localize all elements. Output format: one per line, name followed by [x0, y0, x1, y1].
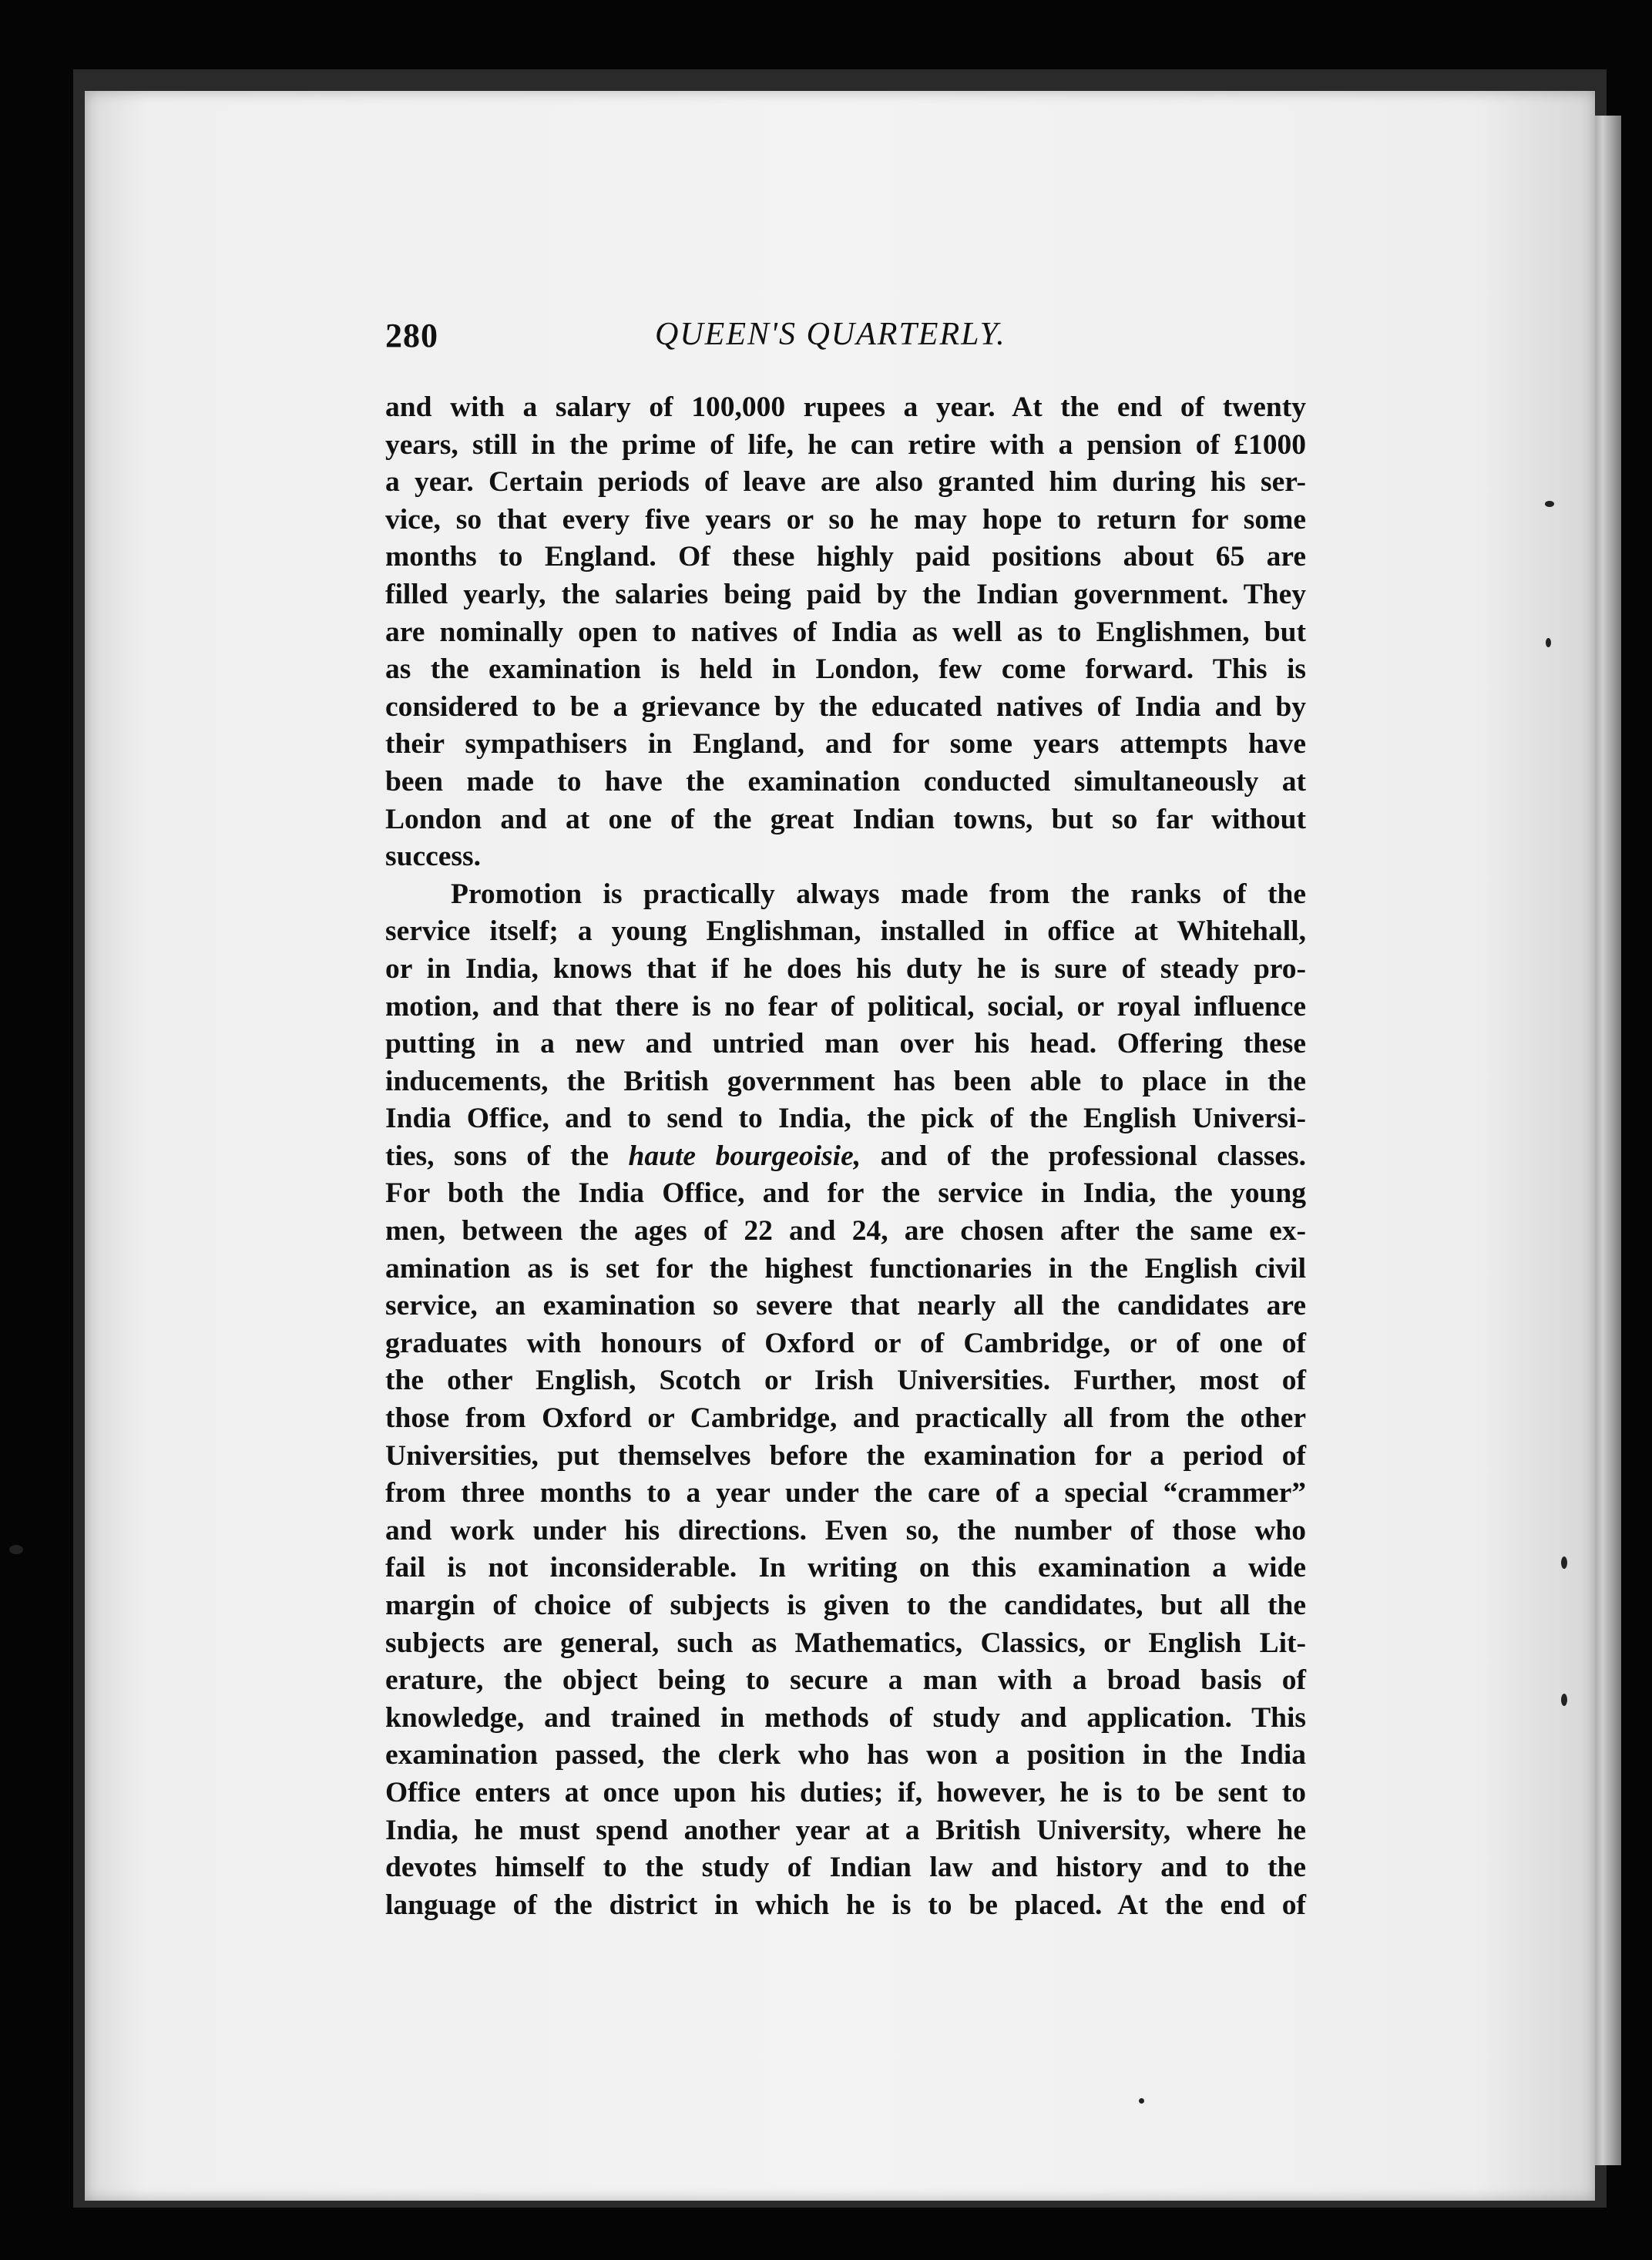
text-line: and with a salary of 100,000 rupees a year. At the end of twenty	[385, 391, 1306, 423]
text-line: been made to have the examination conducted simultaneously at	[385, 765, 1306, 798]
text-line: service, an examination so severe that nearly all the candidates are	[385, 1290, 1306, 1322]
text-line: fail is not inconsiderable. In writing on this examination a wide	[385, 1552, 1306, 1584]
text-line: service itself; a young Englishman, installed in office at Whitehall,	[385, 915, 1306, 948]
text-fragment: and of the professional classes.	[880, 1140, 1307, 1172]
scan-speck	[1139, 2098, 1144, 2104]
text-line: language of the district in which he is to be placed. At the end of	[385, 1889, 1306, 1921]
page-number: 280	[385, 317, 438, 354]
text-line: considered to be a grievance by the educated natives of India and by	[385, 690, 1306, 723]
text-line: success.	[385, 841, 481, 873]
page-header	[385, 316, 1310, 362]
text-line: margin of choice of subjects is given to the candidates, but all the	[385, 1590, 1306, 1621]
text-line: For both the India Office, and for the service in India, the young	[385, 1177, 1306, 1210]
page-edge	[1590, 116, 1621, 2165]
text-line: Promotion is practically always made from the ranks of the	[451, 878, 1306, 910]
scan-speck	[1545, 501, 1554, 507]
text-line: from three months to a year under the care of a special “crammer”	[385, 1477, 1306, 1509]
text-line: filled yearly, the salaries being paid by the Indian government. They	[385, 578, 1306, 610]
text-line-with-italic	[385, 1138, 1306, 1176]
text-line: knowledge, and trained in methods of study and application. This	[385, 1701, 1306, 1734]
text-line: their sympathisers in England, and for some years attempts have	[385, 728, 1306, 761]
text-line: years, still in the prime of life, he can retire with a pension of £1000	[385, 428, 1306, 461]
text-line: putting in a new and untried man over his head. Offering these	[385, 1028, 1306, 1060]
text-line: a year. Certain periods of leave are also granted him during his ser-	[385, 466, 1306, 499]
text-line: erature, the object being to secure a man with a broad basis of	[385, 1664, 1306, 1697]
text-line: inducements, the British government has been able to place in the	[385, 1065, 1306, 1097]
scan-speck	[1546, 638, 1551, 647]
text-line: London and at one of the great Indian towns, but so far without	[385, 803, 1306, 835]
scan-speck	[1561, 1556, 1567, 1569]
text-line: men, between the ages of 22 and 24, are chosen after the same ex-	[385, 1215, 1306, 1248]
text-line: subjects are general, such as Mathematics, Classics, or English Lit-	[385, 1627, 1306, 1659]
text-line: Office enters at once upon his duties; if, however, he is to be sent to	[385, 1776, 1306, 1808]
text-line: vice, so that every five years or so he may hope to return for some	[385, 503, 1306, 536]
text-line: or in India, knows that if he does his duty he is sure of steady pro-	[385, 952, 1306, 985]
body-text	[385, 389, 1306, 1924]
text-line: India Office, and to send to India, the pick of the English Universi-	[385, 1103, 1306, 1135]
text-fragment: ties, sons of the	[385, 1140, 609, 1172]
text-line: the other English, Scotch or Irish Universities. Further, most of	[385, 1365, 1306, 1397]
text-line: India, he must spend another year at a British University, where he	[385, 1814, 1306, 1846]
text-line: and work under his directions. Even so, the number of those who	[385, 1514, 1306, 1546]
text-line: those from Oxford or Cambridge, and practically all from the other	[385, 1402, 1306, 1435]
text-line: as the examination is held in London, few come forward. This is	[385, 653, 1306, 686]
italic-phrase: haute bourgeoisie,	[628, 1140, 861, 1172]
text-line: months to England. Of these highly paid positions about 65 are	[385, 541, 1306, 573]
scan-speck	[1561, 1694, 1567, 1706]
running-head: QUEEN'S QUARTERLY.	[655, 317, 1006, 352]
text-line: devotes himself to the study of Indian law and history and to the	[385, 1852, 1306, 1884]
text-line: amination as is set for the highest functionaries in the English civil	[385, 1252, 1306, 1284]
text-line: are nominally open to natives of India as well as to Englishmen, but	[385, 616, 1306, 648]
text-line: Universities, put themselves before the examination for a period of	[385, 1439, 1306, 1472]
scan-speck	[9, 1545, 23, 1554]
text-line: motion, and that there is no fear of political, social, or royal influence	[385, 990, 1306, 1023]
text-line: examination passed, the clerk who has won a position in the India	[385, 1739, 1306, 1771]
text-line: graduates with honours of Oxford or of Cambridge, or of one of	[385, 1327, 1306, 1359]
